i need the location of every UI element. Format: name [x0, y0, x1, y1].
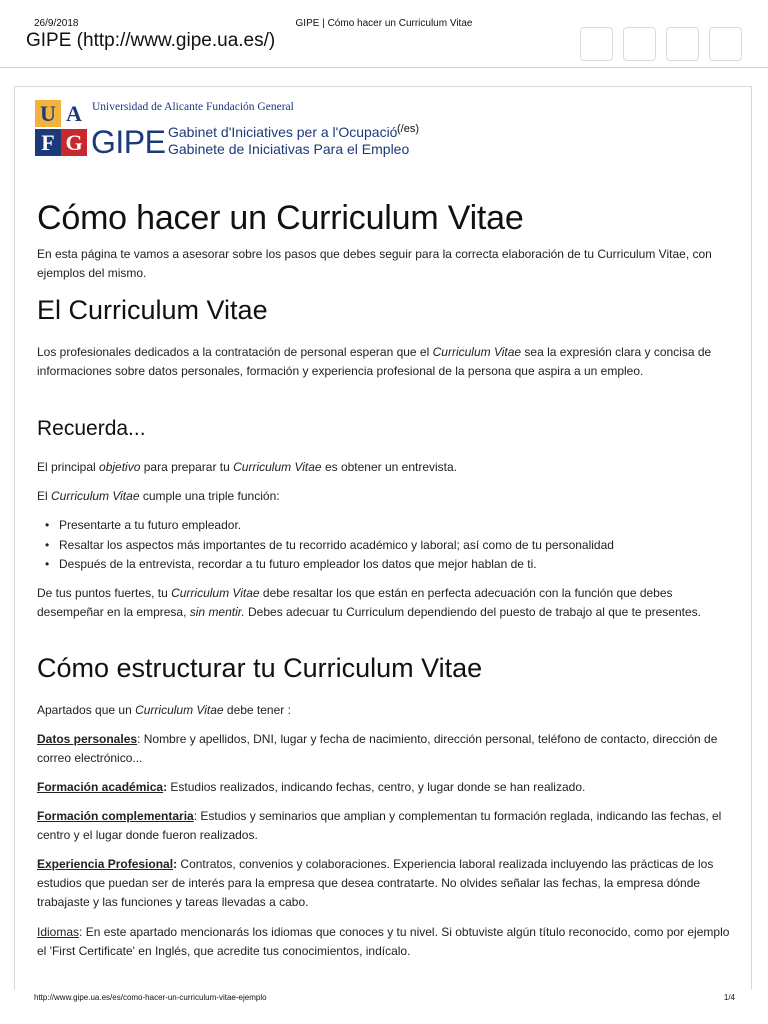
objective-paragraph: El principal objetivo para preparar tu Curriculum Vitae es obtener un entrevista.: [37, 460, 458, 474]
toolbar-button-1[interactable]: [580, 27, 613, 61]
toolbar-button-4[interactable]: [709, 27, 742, 61]
document-page: [14, 86, 752, 990]
item-experiencia-profesional: Experiencia Profesional: Contratos, convenios y colaboraciones. Experiencia laboral realizada incluyendo las prácticas de los estudios que puedan ser de interés para la empresa que desea contratarte. No olvides señalar las fechas, la empresa dónde trabajaste y las funciones y tareas llevadas a cabo.: [37, 857, 714, 909]
article-title: Cómo hacer un Curriculum Vitae: [37, 199, 524, 237]
section-heading-structure: Cómo estructurar tu Curriculum Vitae: [37, 653, 483, 683]
term-label: Experiencia Profesional: [37, 857, 174, 871]
term-label: Formación académica: [37, 780, 164, 794]
term-label: Datos personales: [37, 732, 138, 746]
list-item: • Resaltar los aspectos más importantes de tu recorrido académico y laboral; así como de tu personalidad: [37, 536, 741, 556]
item-formacion-complementaria: Formación complementaria: Estudios y seminarios que amplian y complementan tu formación reglada, indicando las fechas, el centro y el lugar donde fueron realizados.: [37, 809, 722, 842]
print-header: [0, 0, 768, 68]
document-toolbar: [580, 27, 742, 61]
term-label: Formación complementaria: [37, 809, 194, 823]
print-footer: [0, 990, 768, 1024]
logo-acronym: GIPE: [91, 124, 166, 160]
list-item: • Después de la entrevista, recordar a tu futuro empleador los datos que mejor hablan de ti.: [37, 555, 741, 575]
logo-subtitle-line-1: Gabinet d'Iniciatives per a l'Ocupació: [168, 124, 398, 140]
document-title: GIPE (http://www.gipe.ua.es/): [26, 30, 276, 51]
uafg-logo-mark: [35, 100, 87, 157]
logo-link-text[interactable]: (/es): [397, 123, 419, 135]
term-label: Idiomas: [37, 925, 80, 939]
logo-letter-u: U: [35, 100, 61, 127]
sections-intro: Apartados que un Curriculum Vitae debe tener :: [37, 703, 291, 717]
section-heading-cv: El Curriculum Vitae: [37, 295, 268, 325]
logo-letter-f: F: [35, 129, 61, 156]
article-intro: En esta página te vamos a asesorar sobre los pasos que debes seguir para la correcta elaboración de tu Curriculum Vitae, con ejemplos del mismo.: [37, 247, 712, 280]
function-paragraph: El Curriculum Vitae cumple una triple función:: [37, 489, 280, 503]
strengths-paragraph: De tus puntos fuertes, tu Curriculum Vitae debe resaltar los que están en perfecta adecuación con la función que debes desempeñar en la empresa, sin mentir. Debes adecuar tu Curriculum dependiendo del puesto de trabajo al que te presentes.: [37, 586, 701, 619]
section-heading-recuerda: Recuerda...: [37, 417, 146, 440]
print-page-title: GIPE | Cómo hacer un Curriculum Vitae: [295, 18, 473, 29]
list-item: • Presentarte a tu futuro empleador.: [37, 516, 741, 536]
logo-letter-a: A: [61, 100, 87, 127]
toolbar-button-3[interactable]: [666, 27, 699, 61]
cv-definition-paragraph: Los profesionales dedicados a la contratación de personal esperan que el Curriculum Vitae sea la expresión clara y concisa de informaciones sobre datos personales, formación y experiencia profesional de la persona que aspira a un empleo.: [37, 345, 712, 378]
item-datos-personales: Datos personales: Nombre y apellidos, DNI, lugar y fecha de nacimiento, dirección personal, teléfono de contacto, dirección de correo electrónico...: [37, 732, 718, 765]
item-idiomas: Idiomas: En este apartado mencionarás los idiomas que conoces y tu nivel. Si obtuviste algún título reconocido, como por ejemplo el 'First Certificate' en Inglés, que acredite tus conocimientos, indícalo.: [37, 925, 730, 958]
function-list: [37, 516, 741, 575]
footer-page-number: 1/4: [723, 993, 735, 1002]
site-logo[interactable]: [35, 100, 410, 162]
logo-subtitle: [168, 124, 409, 158]
toolbar-button-2[interactable]: [623, 27, 656, 61]
print-date: 26/9/2018: [34, 18, 79, 29]
footer-url: http://www.gipe.ua.es/es/como-hacer-un-curriculum-vitae-ejemplo: [34, 993, 267, 1002]
item-formacion-academica: Formación académica: Estudios realizados, indicando fechas, centro, y lugar donde se han realizado.: [37, 780, 586, 794]
logo-letter-g: G: [61, 129, 87, 156]
logo-university-name: Universidad de Alicante Fundación General: [92, 101, 294, 113]
logo-subtitle-line-2: Gabinete de Iniciativas Para el Empleo: [168, 141, 410, 157]
